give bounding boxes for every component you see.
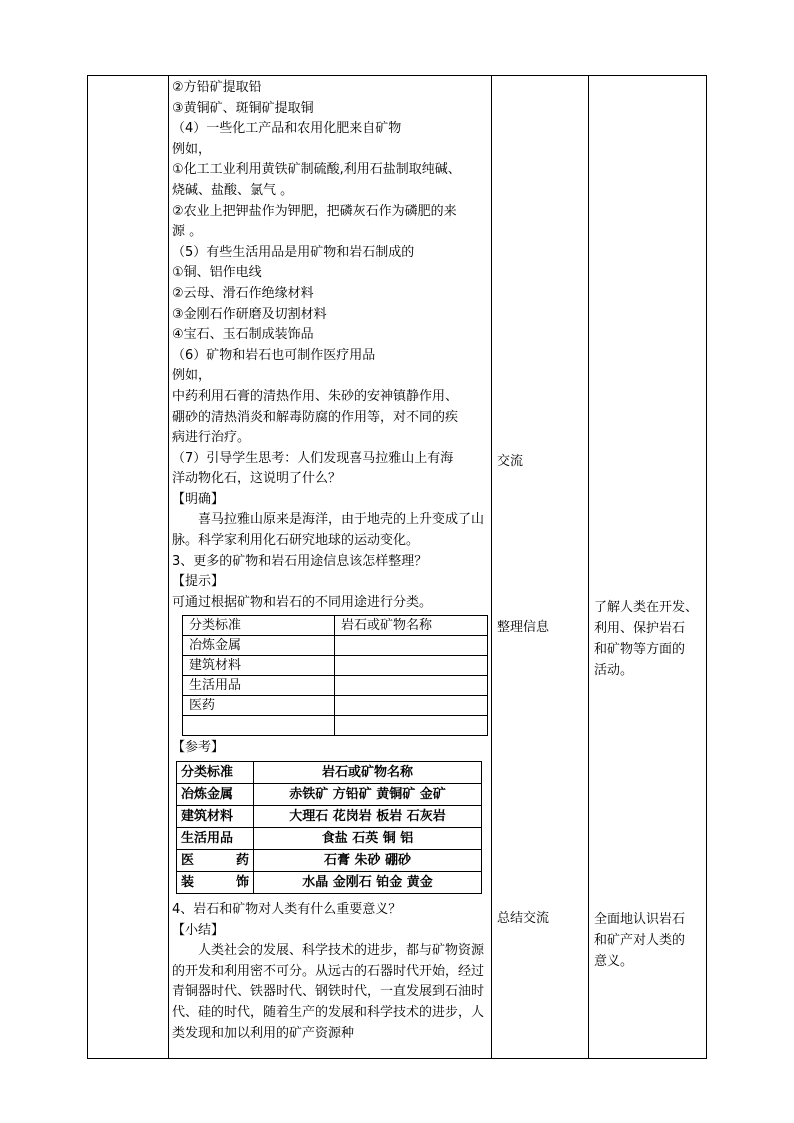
content-line: ③金刚石作研磨及切割材料: [172, 306, 327, 322]
table-row: [177, 850, 482, 872]
summary-text: 人类社会的发展、科学技术的进步，都与矿物资源的开发和利用密不可分。从远古的石器时代开始，经过青铜器时代、铁器时代、钢铁时代，一直发展到石油时代、硅的时代，随着生产的发展和科学技术的进步，人类发现和加以利用的矿产资源种: [172, 943, 485, 1041]
table-cell: 装 饰: [177, 872, 254, 894]
content-line: （7）引导学生思考：人们发现喜马拉雅山上有海: [172, 450, 454, 466]
table-row: [183, 676, 488, 696]
content-line: （4）一些化工产品和农用化肥来自矿物: [172, 121, 402, 137]
column-border-2: [168, 75, 169, 1058]
content-line: （5）有些生活用品是用矿物和岩石制成的: [172, 244, 415, 260]
design-intent-1: [594, 597, 706, 681]
header-cell: 分类标准: [177, 762, 254, 784]
intent-line: 和矿产对人类的: [594, 933, 686, 948]
column-border-3: [491, 75, 492, 1058]
content-line: ①铜、铝作电线: [172, 265, 262, 281]
content-line: ④宝石、玉石制成装饰品: [172, 327, 314, 343]
table-cell: [335, 636, 488, 656]
table-cell: 石膏 朱砂 硼砂: [254, 850, 482, 872]
table-cell: 生活用品: [177, 828, 254, 850]
reference-label: 【参考】: [172, 740, 225, 756]
table-cell: 冶炼金属: [177, 784, 254, 806]
content-line: ②农业上把钾盐作为钾肥，把磷灰石作为磷肥的来: [172, 203, 457, 219]
table-cell: [335, 696, 488, 716]
table-header-row: [183, 616, 488, 636]
content-line: 硼砂的清热消炎和解毒防腐的作用等，对不同的疾: [172, 409, 459, 425]
table-row: [183, 696, 488, 716]
summary-label: 【小结】: [172, 922, 225, 938]
activity-summary-exchange: 总结交流: [497, 911, 550, 926]
table-cell: 建筑材料: [183, 656, 335, 676]
table-cell: [335, 676, 488, 696]
activity-organize: 整理信息: [497, 620, 550, 635]
table-row: [177, 784, 482, 806]
classification-table: [182, 615, 488, 736]
header-cell: 岩石或矿物名称: [335, 616, 488, 636]
content-line: 烧碱、盐酸、氯气 。: [172, 182, 294, 198]
table-row: [183, 656, 488, 676]
table-cell: 食盐 石英 铜 铝: [254, 828, 482, 850]
hint-label: 【提示】: [172, 574, 225, 590]
table-cell: 建筑材料: [177, 806, 254, 828]
table-row: [177, 828, 482, 850]
intent-line: 和矿物等方面的: [594, 642, 686, 657]
intent-line: 全面地认识岩石: [594, 912, 686, 927]
content-line: 洋动物化石，这说明了什么？: [172, 471, 342, 487]
intent-line: 利用、保护岩石: [594, 621, 686, 636]
header-cell: 岩石或矿物名称: [254, 762, 482, 784]
table-cell: 生活用品: [183, 676, 335, 696]
table-cell: 医 药: [177, 850, 254, 872]
question-4: 4、岩石和矿物对人类有什么重要意义？: [172, 902, 402, 918]
clarify-label: 【明确】: [172, 491, 225, 507]
content-line: 例如，: [172, 141, 212, 157]
content-line: ②云母、滑石作绝缘材料: [172, 285, 314, 301]
table-row: [177, 806, 482, 828]
content-line: 病进行治疗。: [172, 430, 251, 446]
table-cell: [335, 716, 488, 736]
table-cell: 医药: [183, 696, 335, 716]
content-line: ②方铅矿提取铅: [172, 80, 262, 95]
intent-line: 意义。: [594, 954, 634, 969]
table-cell: 冶炼金属: [183, 636, 335, 656]
table-row: [183, 716, 488, 736]
column-border-5: [706, 75, 707, 1058]
table-header-row: [177, 762, 482, 784]
column-border-1: [87, 75, 88, 1058]
clarify-text: 喜马拉雅山原来是海洋，由于地壳的上升变成了山脉。科学家利用化石研究地球的运动变化。: [172, 512, 485, 549]
table-top-border: [87, 75, 707, 76]
table-cell: 赤铁矿 方铅矿 黄铜矿 金矿: [254, 784, 482, 806]
content-line: （6）矿物和岩石也可制作医疗用品: [172, 347, 376, 363]
table-row: [183, 636, 488, 656]
header-cell: 分类标准: [183, 616, 335, 636]
question-3: 3、更多的矿物和岩石用途信息该怎样整理？: [172, 553, 428, 569]
design-intent-2: [594, 909, 706, 972]
column-border-4: [588, 75, 589, 1058]
teaching-content: [172, 78, 490, 1044]
content-line: ③黄铜矿、斑铜矿提取铜: [172, 100, 314, 116]
table-cell: [335, 656, 488, 676]
content-line: 例如，: [172, 368, 212, 384]
intent-line: 了解人类在开发、: [594, 600, 699, 615]
table-cell: 水晶 金刚石 铂金 黄金: [254, 872, 482, 894]
content-line: 中药利用石膏的清热作用、朱砂的安神镇静作用、: [172, 388, 459, 404]
table-row: [177, 872, 482, 894]
intent-line: 活动。: [594, 663, 634, 678]
activity-exchange: 交流: [497, 454, 524, 469]
content-line: ①化工工业利用黄铁矿制硫酸,利用石盐制取纯碱、: [172, 162, 461, 178]
reference-table: [176, 761, 482, 894]
table-cell: 大理石 花岗岩 板岩 石灰岩: [254, 806, 482, 828]
content-line: 源 。: [172, 224, 203, 240]
table-bottom-border: [87, 1058, 707, 1059]
hint-text: 可通过根据矿物和岩石的不同用途进行分类。: [172, 594, 433, 610]
table-cell: [183, 716, 335, 736]
